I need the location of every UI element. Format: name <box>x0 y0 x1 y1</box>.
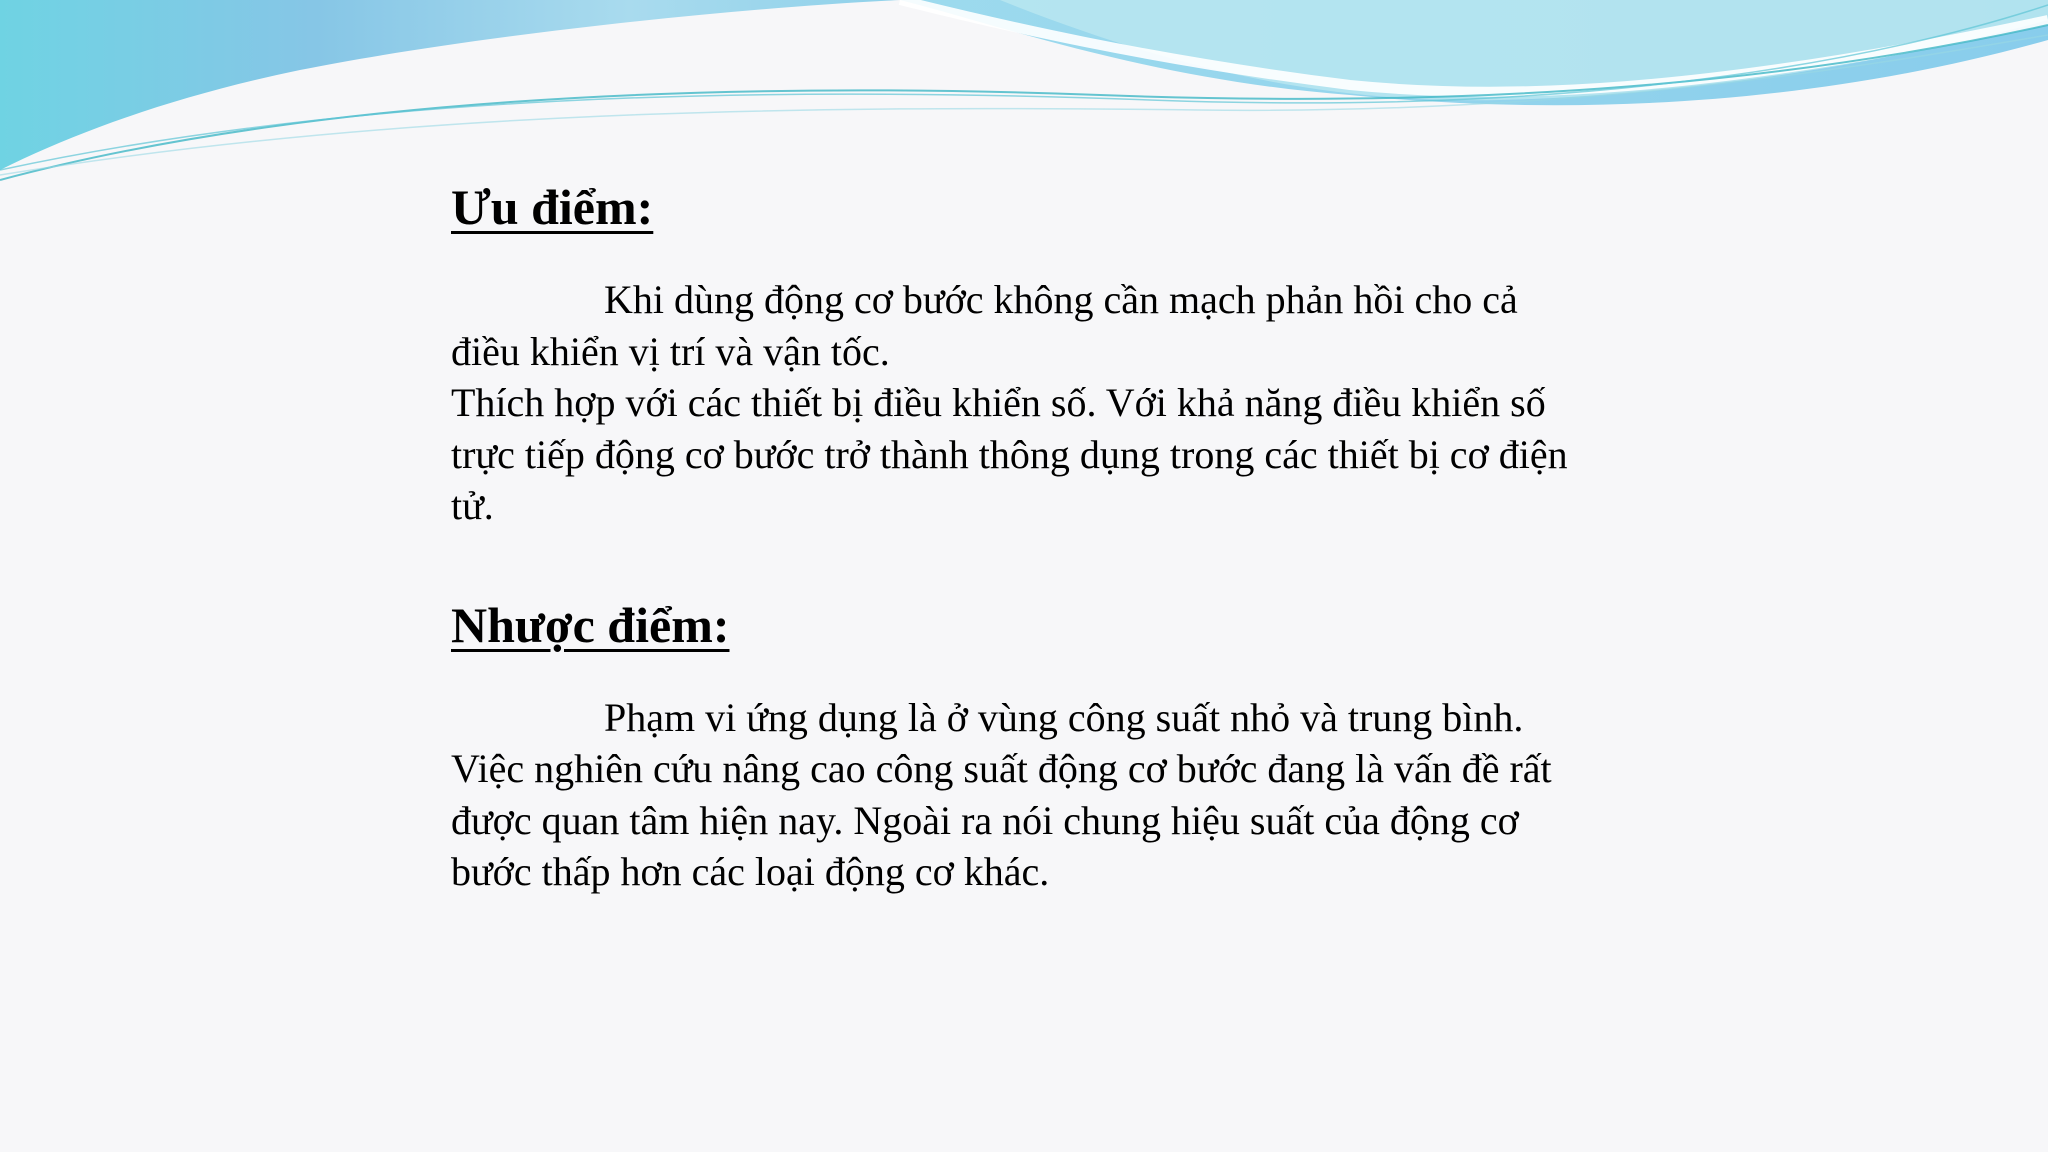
disadvantages-heading: Nhược điểm: <box>451 596 730 653</box>
advantages-paragraph-2: Thích hợp với các thiết bị điều khiển số. Với khả năng điều khiển số trực tiếp động cơ bước trở thành thông dụng trong các thiết bị cơ điện tử. <box>451 380 1568 528</box>
advantages-heading: Ưu điểm: <box>451 179 654 235</box>
disadvantages-paragraph-1: Phạm vi ứng dụng là ở vùng công suất nhỏ và trung bình. Việc nghiên cứu nâng cao công suất động cơ bước đang là vấn đề rất được quan tâm hiện nay. Ngoài ra nói chung hiệu suất của động cơ bước thấp hơn các loại động cơ khác. <box>451 694 1552 894</box>
advantages-paragraph-1: Khi dùng động cơ bước không cần mạch phản hồi cho cả điều khiển vị trí và vận tốc. <box>451 277 1518 374</box>
slide-content <box>451 170 1581 898</box>
